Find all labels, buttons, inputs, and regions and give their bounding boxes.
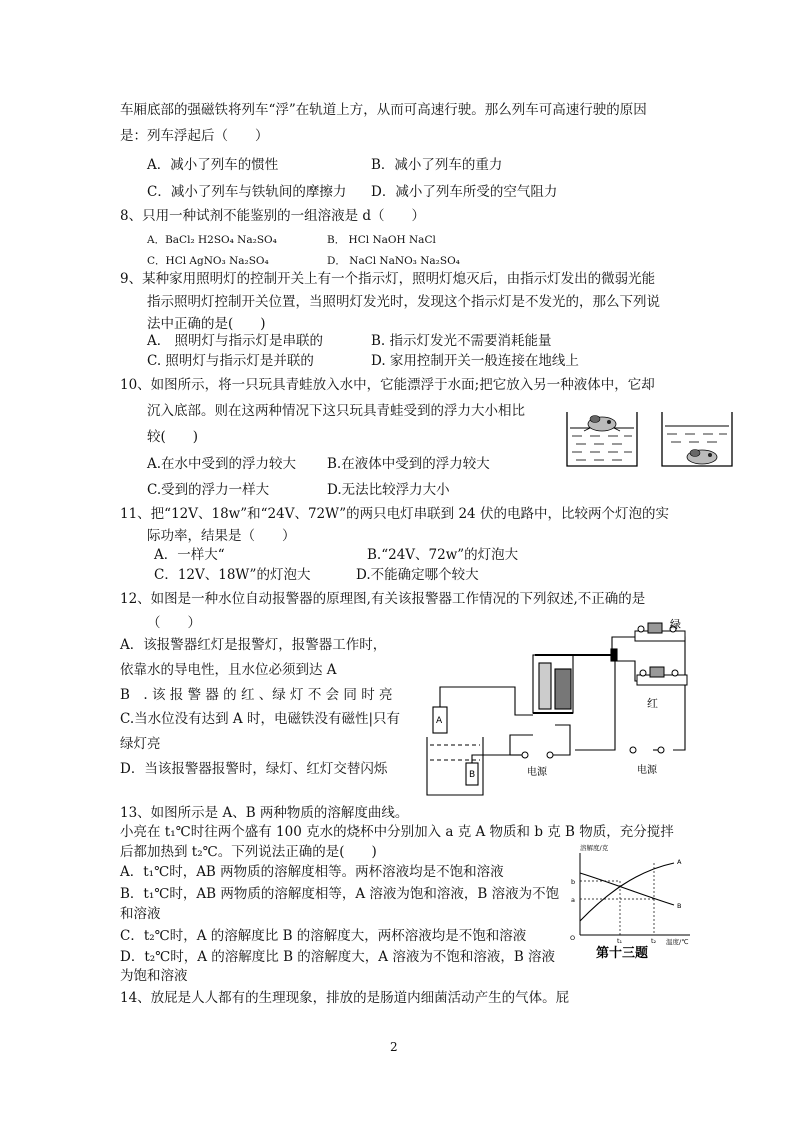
q12-option-d: D．当该报警器报警时，绿灯、红灯交替闪烁 <box>120 761 388 777</box>
origin-label: O <box>570 934 576 942</box>
electrode-b-label: B <box>469 770 476 780</box>
red-lamp <box>637 667 687 685</box>
q7-line2: 是：列车浮起后（ ） <box>120 128 269 144</box>
q9-option-c: C. 照明灯与指示灯是并联的 <box>147 353 314 369</box>
curve-b-label: B <box>677 902 682 910</box>
q12-option-c-line2: 绿灯亮 <box>120 736 161 752</box>
tick-a-label: a <box>571 896 575 904</box>
q9-option-b: B. 指示灯发光不需要消耗能量 <box>371 333 552 349</box>
q13-option-d-line2: 为饱和溶液 <box>120 968 188 984</box>
green-lamp-label: 绿 <box>670 618 681 631</box>
q12-option-a-line2: 依靠水的导电性，且水位必须到达 A <box>120 662 337 678</box>
q12-line1: 12、如图是一种水位自动报警器的原理图,有关该报警器工作情况的下列叙述,不正确的是 <box>120 591 646 607</box>
frog-floating <box>584 416 620 432</box>
q9-line1: 9、某种家用照明灯的控制开关上有一个指示灯，照明灯熄灭后，由指示灯发出的微弱光能 <box>120 271 656 287</box>
electrode-a-label: A <box>436 716 443 726</box>
page-number: 2 <box>390 1040 398 1054</box>
curve-b <box>580 873 674 905</box>
beaker-liquid <box>662 412 732 466</box>
q7-option-b: B．减小了列车的重力 <box>371 157 503 173</box>
q9-line2: 指示照明灯控制开关位置，当照明灯发光时，发现这个指示灯是不发光的，那么下列说 <box>147 294 660 310</box>
q12-option-b: B . 该 报 警 器 的 红 、绿 灯 不 会 同 时 亮 <box>120 687 393 703</box>
q10-line1: 10、如图所示，将一只玩具青蛙放入水中，它能漂浮于水面;把它放入另一种液体中，它却 <box>120 377 655 393</box>
q10-line3: 较( ) <box>147 429 199 445</box>
q13-option-c: C．t₂℃时，A 的溶解度比 B 的溶解度大，两杯溶液均是不饱和溶液 <box>120 928 527 944</box>
q10-option-b: B.在液体中受到的浮力较大 <box>327 456 490 472</box>
q7-option-d: D．减小了列车所受的空气阻力 <box>371 184 558 200</box>
y-axis-label: 溶解度/克 <box>580 844 609 852</box>
q8-stem: 8、只用一种试剂不能鉴别的一组溶液是 d（ ） <box>120 208 426 224</box>
q13-option-d-line1: D．t₂℃时，A 的溶解度比 B 的溶解度大，A 溶液为不饱和溶液，B 溶液 <box>120 949 556 965</box>
q9-line3: 法中正确的是( ) <box>147 316 266 332</box>
q13-option-b-line2: 和溶液 <box>120 906 161 922</box>
curve-a-label: A <box>677 858 682 866</box>
x-axis-label: 温度/℃ <box>666 938 689 946</box>
water-alarm-circuit-figure <box>415 615 695 800</box>
q8-option-b: B． HCl NaOH NaCl <box>327 234 436 246</box>
q11-option-d: D.不能确定哪个较大 <box>356 567 479 583</box>
q13-line1: 13、如图所示是 A、B 两种物质的溶解度曲线。 <box>120 805 409 821</box>
q7-line1: 车厢底部的强磁铁将列车“浮”在轨道上方，从而可高速行驶。那么列车可高速行驶的原因 <box>120 102 647 118</box>
q12-option-c-line1: C.当水位没有达到 A 时，电磁铁没有磁性|只有 <box>120 711 401 727</box>
q8-option-c: C．HCl AgNO₃ Na₂SO₄ <box>147 255 269 267</box>
red-lamp-label: 红 <box>647 697 658 710</box>
q14-line1: 14、放屁是人人都有的生理现象，排放的是肠道内细菌活动产生的气体。屁 <box>120 990 570 1006</box>
q7-option-c: C．减小了列车与铁轨间的摩擦力 <box>147 184 347 200</box>
figure-caption: 第十三题 <box>596 946 649 961</box>
q10-line2: 沉入底部。则在这两种情况下这只玩具青蛙受到的浮力大小相比 <box>147 403 525 419</box>
q11-option-a: A．一样大“ <box>154 547 225 563</box>
q11-line1: 11、把“12V、18w”和“24V、72W”的两只电灯串联到 24 伏的电路中，比较两个灯泡的实 <box>120 506 669 522</box>
tick-b-label: b <box>571 878 576 886</box>
q10-option-c: C.受到的浮力一样大 <box>147 482 270 498</box>
q10-option-d: D.无法比较浮力大小 <box>327 482 450 498</box>
curve-a <box>580 863 674 921</box>
q11-line2: 际功率，结果是（ ） <box>147 528 296 544</box>
q10-option-a: A.在水中受到的浮力较大 <box>147 456 297 472</box>
beaker-water <box>567 412 637 466</box>
tick-t2-label: t₂ <box>651 937 657 945</box>
q8-option-a: A．BaCl₂ H2SO₄ Na₂SO₄ <box>147 234 277 246</box>
tick-t1-label: t₁ <box>617 937 623 945</box>
power-source-1-label: 电源 <box>527 767 547 778</box>
q13-option-a: A．t₁℃时，AB 两物质的溶解度相等。两杯溶液均是不饱和溶液 <box>120 864 504 880</box>
q9-option-a: A． 照明灯与指示灯是串联的 <box>147 333 324 349</box>
q13-line3: 后都加热到 t₂℃。下列说法正确的是( ) <box>120 844 377 860</box>
q9-option-d: D. 家用控制开关一般连接在地线上 <box>371 353 579 369</box>
power-source-2-label: 电源 <box>637 765 657 776</box>
q8-option-d: D． NaCl NaNO₃ Na₂SO₄ <box>327 255 460 267</box>
q11-option-b: B.“24V、72w”的灯泡大 <box>367 547 519 563</box>
q13-option-b-line1: B．t₁℃时，AB 两物质的溶解度相等，A 溶液为饱和溶液，B 溶液为不饱 <box>120 886 560 902</box>
q12-option-a-line1: A．该报警器红灯是报警灯，报警器工作时， <box>120 637 387 653</box>
q11-option-c: C．12V、18W”的灯泡大 <box>154 567 311 583</box>
q13-line2: 小亮在 t₁℃时往两个盛有 100 克水的烧杯中分别加入 a 克 A 物质和 b 克 B 物质，充分搅拌 <box>120 824 674 840</box>
frog-beakers-figure <box>562 404 737 474</box>
q7-option-a: A．减小了列车的惯性 <box>147 157 279 173</box>
frog-sunk <box>687 450 717 465</box>
solubility-curve-figure <box>562 843 702 963</box>
q12-line2: （ ） <box>147 615 201 631</box>
